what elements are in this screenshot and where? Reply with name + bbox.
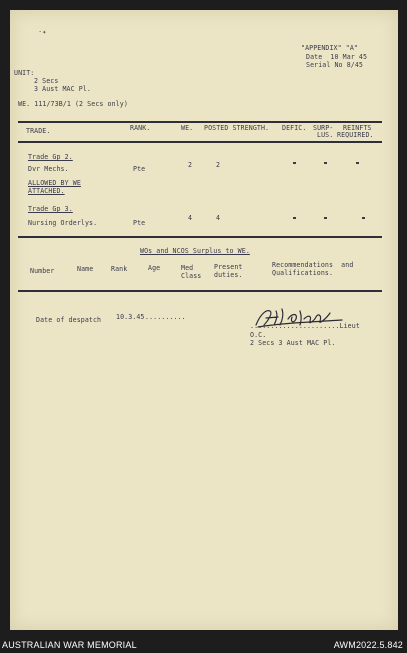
trade-we: 2 <box>188 161 193 169</box>
trade-rank: Pte <box>133 219 146 227</box>
group-title: Trade Gp 2. <box>28 153 73 161</box>
footer-accession-number: AWM2022.5.842 <box>333 640 403 650</box>
header-reinfts: REINFTS <box>343 124 372 132</box>
reinfts-dash <box>362 217 365 219</box>
group-title: ALLOWED BY WE <box>28 179 81 187</box>
group-title: Trade Gp 3. <box>28 205 73 213</box>
header-serial: Serial No 8/45 <box>306 61 363 69</box>
header-rank: RANK. <box>130 124 151 132</box>
table-header-rule <box>18 141 382 143</box>
trade-posted: 4 <box>216 214 221 222</box>
col-med: Med <box>181 264 194 272</box>
header-we: WE. <box>181 124 194 132</box>
despatch-label: Date of despatch <box>36 316 102 324</box>
footer-archive-name: AUSTRALIAN WAR MEMORIAL <box>2 640 137 650</box>
trade-name: Dvr Mechs. <box>28 165 69 173</box>
header-lus: LUS. <box>317 131 334 139</box>
trade-name: Nursing Orderlys. <box>28 219 98 227</box>
table-top-rule <box>18 121 382 123</box>
col-recommendations: Recommendations and <box>272 261 354 269</box>
group-title-2: ATTACHED. <box>28 187 65 195</box>
trade-posted: 2 <box>216 161 221 169</box>
unit-line-2: 3 Aust MAC Pl. <box>34 85 91 93</box>
surp-dash <box>324 162 327 164</box>
reinfts-dash <box>356 162 359 164</box>
header-date: Date 10 Mar 45 <box>306 53 368 61</box>
defic-dash <box>293 162 296 164</box>
despatch-date: 10.3.45 <box>116 313 145 321</box>
unit-label: UNIT: <box>14 69 35 77</box>
despatch-dots: .......... <box>145 313 186 321</box>
col-present: Present <box>214 263 243 271</box>
signature-rank-line: ......................Lieut <box>250 322 360 330</box>
col-name: Name <box>77 265 94 273</box>
trade-we: 4 <box>188 214 193 222</box>
signature-unit: 2 Secs 3 Aust MAC Pl. <box>250 339 336 347</box>
surp-dash <box>324 217 327 219</box>
col-age: Age <box>148 264 161 272</box>
unit-line-1: 2 Secs <box>34 77 59 85</box>
header-defic: DEFIC. <box>282 124 307 132</box>
section-bottom-rule <box>18 290 382 292</box>
col-duties: duties. <box>214 271 243 279</box>
table-bottom-rule <box>18 236 382 238</box>
col-class: Class <box>181 272 202 280</box>
appendix-label: "APPENDIX" "A" <box>301 44 358 52</box>
surplus-section-title: WOs and NCOS Surplus to WE. <box>140 247 250 255</box>
we-reference: WE. 111/73B/1 (2 Secs only) <box>18 100 128 108</box>
header-surp: SURP- <box>313 124 334 132</box>
col-qualifications: Qualifications. <box>272 269 334 277</box>
pin-mark: ·✦ <box>38 28 47 36</box>
header-required: REQUIRED. <box>337 131 374 139</box>
header-posted-strength: POSTED STRENGTH. <box>204 124 270 132</box>
col-number: Number <box>30 267 55 275</box>
signature-co: O.C. <box>250 331 267 339</box>
header-trade: TRADE. <box>26 127 51 135</box>
defic-dash <box>293 217 296 219</box>
col-rank: Rank <box>111 265 128 273</box>
trade-rank: Pte <box>133 165 146 173</box>
